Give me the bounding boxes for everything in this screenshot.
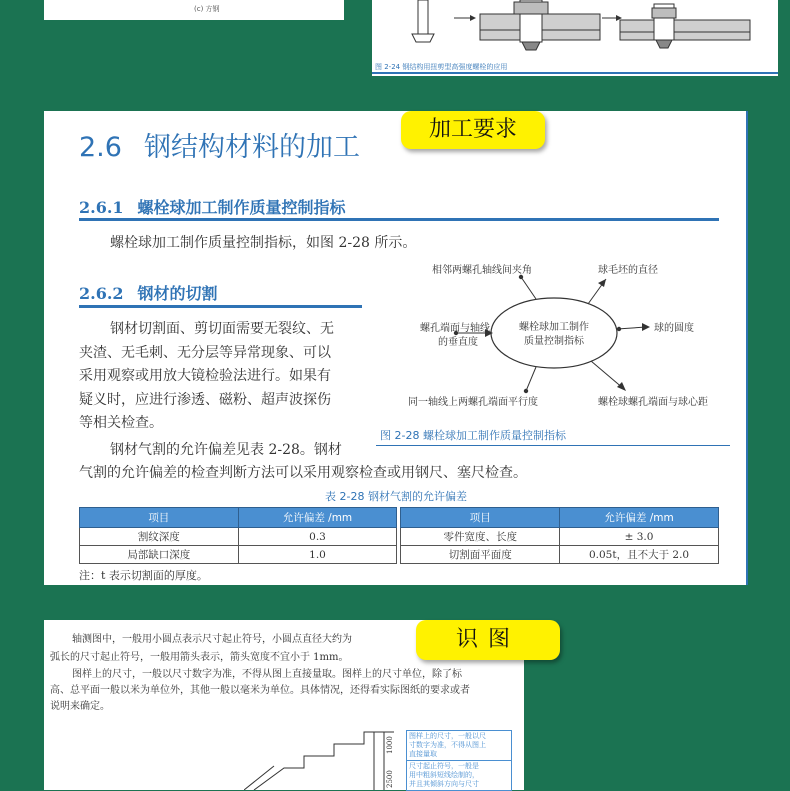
subsection-rule xyxy=(79,218,719,221)
bottom-text-line: 轴测图中，一般用小圆点表示尺寸起止符号，小圆点直径大约为 xyxy=(72,634,352,645)
table-header: 允许偏差 /mm xyxy=(238,508,397,528)
figure-2-28-caption: 图 2-28 螺栓球加工制作质量控制指标 xyxy=(380,429,566,442)
tolerance-table xyxy=(79,507,719,564)
bottom-text-line: 说明来确定。 xyxy=(50,701,110,712)
paragraph-1 xyxy=(79,318,369,436)
divider xyxy=(372,72,778,74)
bottom-text-line: 高、总平面一般以米为单位外，其他一般以毫米为单位。具体情况，还得看实际图纸的要求或者 xyxy=(50,685,470,696)
reading-tag: 识图 xyxy=(416,620,560,660)
table-cell: 0.3 xyxy=(238,528,397,546)
annotation-line: 直接量取 xyxy=(409,750,437,758)
arrow-head xyxy=(598,279,606,287)
label-bottom-left: 同一轴线上两螺孔端面平行度 xyxy=(408,397,538,408)
subsection-2-6-1-text: 螺栓球加工制作质量控制指标，如图 2-28 所示。 xyxy=(110,235,417,251)
paragraph-2-line-1: 钢材气割的允许偏差见表 2-28。钢材 xyxy=(110,442,342,458)
center-label-2: 质量控制指标 xyxy=(524,336,584,347)
top-right-fragment xyxy=(372,0,778,76)
figure-2-24-caption: 图 2-24 钢结构用扭剪型高强度螺栓的应用 xyxy=(375,63,508,71)
dimension-1000: 1000 xyxy=(386,736,394,754)
connector-line xyxy=(526,367,536,391)
annotation-box-2 xyxy=(406,760,512,791)
paragraph-line: 采用观察或用放大镜检验法进行。如果有 xyxy=(79,368,331,384)
label-top-right: 球毛坯的直径 xyxy=(598,265,658,276)
table-header: 项目 xyxy=(80,508,239,528)
bottom-text-line: 弧长的尺寸起止符号，一般用箭头表示，箭头宽度不宜小于 1mm。 xyxy=(50,652,349,663)
subsection-rule xyxy=(79,305,362,308)
section-tag: 加工要求 xyxy=(401,111,545,149)
center-ellipse xyxy=(491,298,617,368)
subsection-title: 钢材的切割 xyxy=(137,284,218,303)
table-caption: 表 2-28 钢材气割的允许偏差 xyxy=(325,490,467,503)
stair-drawing xyxy=(244,728,404,790)
center-label-1: 螺栓球加工制作 xyxy=(519,322,589,333)
top-left-fragment xyxy=(44,0,344,20)
annotation-line: 用中粗斜短线绘制的， xyxy=(409,771,479,779)
arrow-head xyxy=(617,382,626,391)
table-header-row xyxy=(80,508,719,528)
subsection-number: 2.6.2 xyxy=(79,284,124,303)
fragment-caption: (c) 方钢 xyxy=(194,5,220,13)
panel-edge xyxy=(746,111,748,585)
label-top-left: 相邻两螺孔轴线间夹角 xyxy=(432,265,532,276)
connector-line xyxy=(521,277,536,299)
paragraph-line: 夹渣、无毛刺、无分层等异常现象、可以 xyxy=(79,344,331,361)
subsection-number: 2.6.1 xyxy=(79,198,124,217)
connector-line xyxy=(617,327,646,329)
section-title: 钢结构材料的加工 xyxy=(143,132,360,163)
table-cell: 0.05t，且不大于 2.0 xyxy=(560,546,719,564)
paragraph-2-line-2: 气割的允许偏差的检查判断方法可以采用观察检查或用钢尺、塞尺检查。 xyxy=(79,465,527,481)
figure-rule xyxy=(376,445,730,446)
paragraph-line: 疑义时，应进行渗透、磁粉、超声波探伤 xyxy=(79,391,331,408)
subsection-2-6-1-heading xyxy=(79,195,346,218)
bottom-text-line: 图样上的尺寸，一般以尺寸数字为准，不得从图上直接量取。图样上的尺寸单位，除了标 xyxy=(72,669,462,680)
table-header: 项目 xyxy=(401,508,560,528)
table-row xyxy=(80,546,719,564)
table-row xyxy=(80,528,719,546)
annotation-line: 寸数字为准，不得从图上 xyxy=(409,741,486,749)
table-cell: 切割面平面度 xyxy=(401,546,560,564)
bolt-drawing xyxy=(372,0,778,62)
annotation-box-1 xyxy=(406,730,512,761)
label-bottom-right: 螺栓球螺孔端面与球心距 xyxy=(598,397,708,408)
arrow-head xyxy=(642,323,650,331)
paragraph-line: 钢材切割面、剪切面需要无裂纹、无 xyxy=(110,321,334,337)
subsection-title: 螺栓球加工制作质量控制指标 xyxy=(137,198,346,217)
table-cell: ± 3.0 xyxy=(560,528,719,546)
section-number: 2.6 xyxy=(79,132,122,163)
annotation-line: 并且其倾斜方向与尺寸 xyxy=(409,780,479,788)
subsection-2-6-2-heading xyxy=(79,281,218,304)
paragraph-line: 等相关检查。 xyxy=(79,415,163,431)
section-heading xyxy=(79,125,360,164)
label-right: 球的圆度 xyxy=(654,323,694,334)
main-panel xyxy=(44,111,748,585)
table-cell: 零件宽度、长度 xyxy=(401,528,560,546)
label-left-1: 螺孔端面与轴线 xyxy=(420,323,490,334)
figure-2-28-diagram xyxy=(376,259,748,419)
bottom-panel xyxy=(44,620,524,790)
table-header: 允许偏差 /mm xyxy=(560,508,719,528)
connector-line xyxy=(591,361,624,389)
annotation-line: 图样上的尺寸，一般以尺 xyxy=(409,732,486,740)
table-note: 注：t 表示切割面的厚度。 xyxy=(79,569,208,582)
connector-dot xyxy=(617,327,621,331)
dimension-2500: 2500 xyxy=(386,770,394,788)
table-cell: 1.0 xyxy=(238,546,397,564)
table-cell: 割纹深度 xyxy=(80,528,239,546)
table-cell: 局部缺口深度 xyxy=(80,546,239,564)
connector-dot xyxy=(524,389,528,393)
label-left-2: 的垂直度 xyxy=(438,337,478,348)
annotation-line: 尺寸起止符号，一般是 xyxy=(409,762,479,770)
